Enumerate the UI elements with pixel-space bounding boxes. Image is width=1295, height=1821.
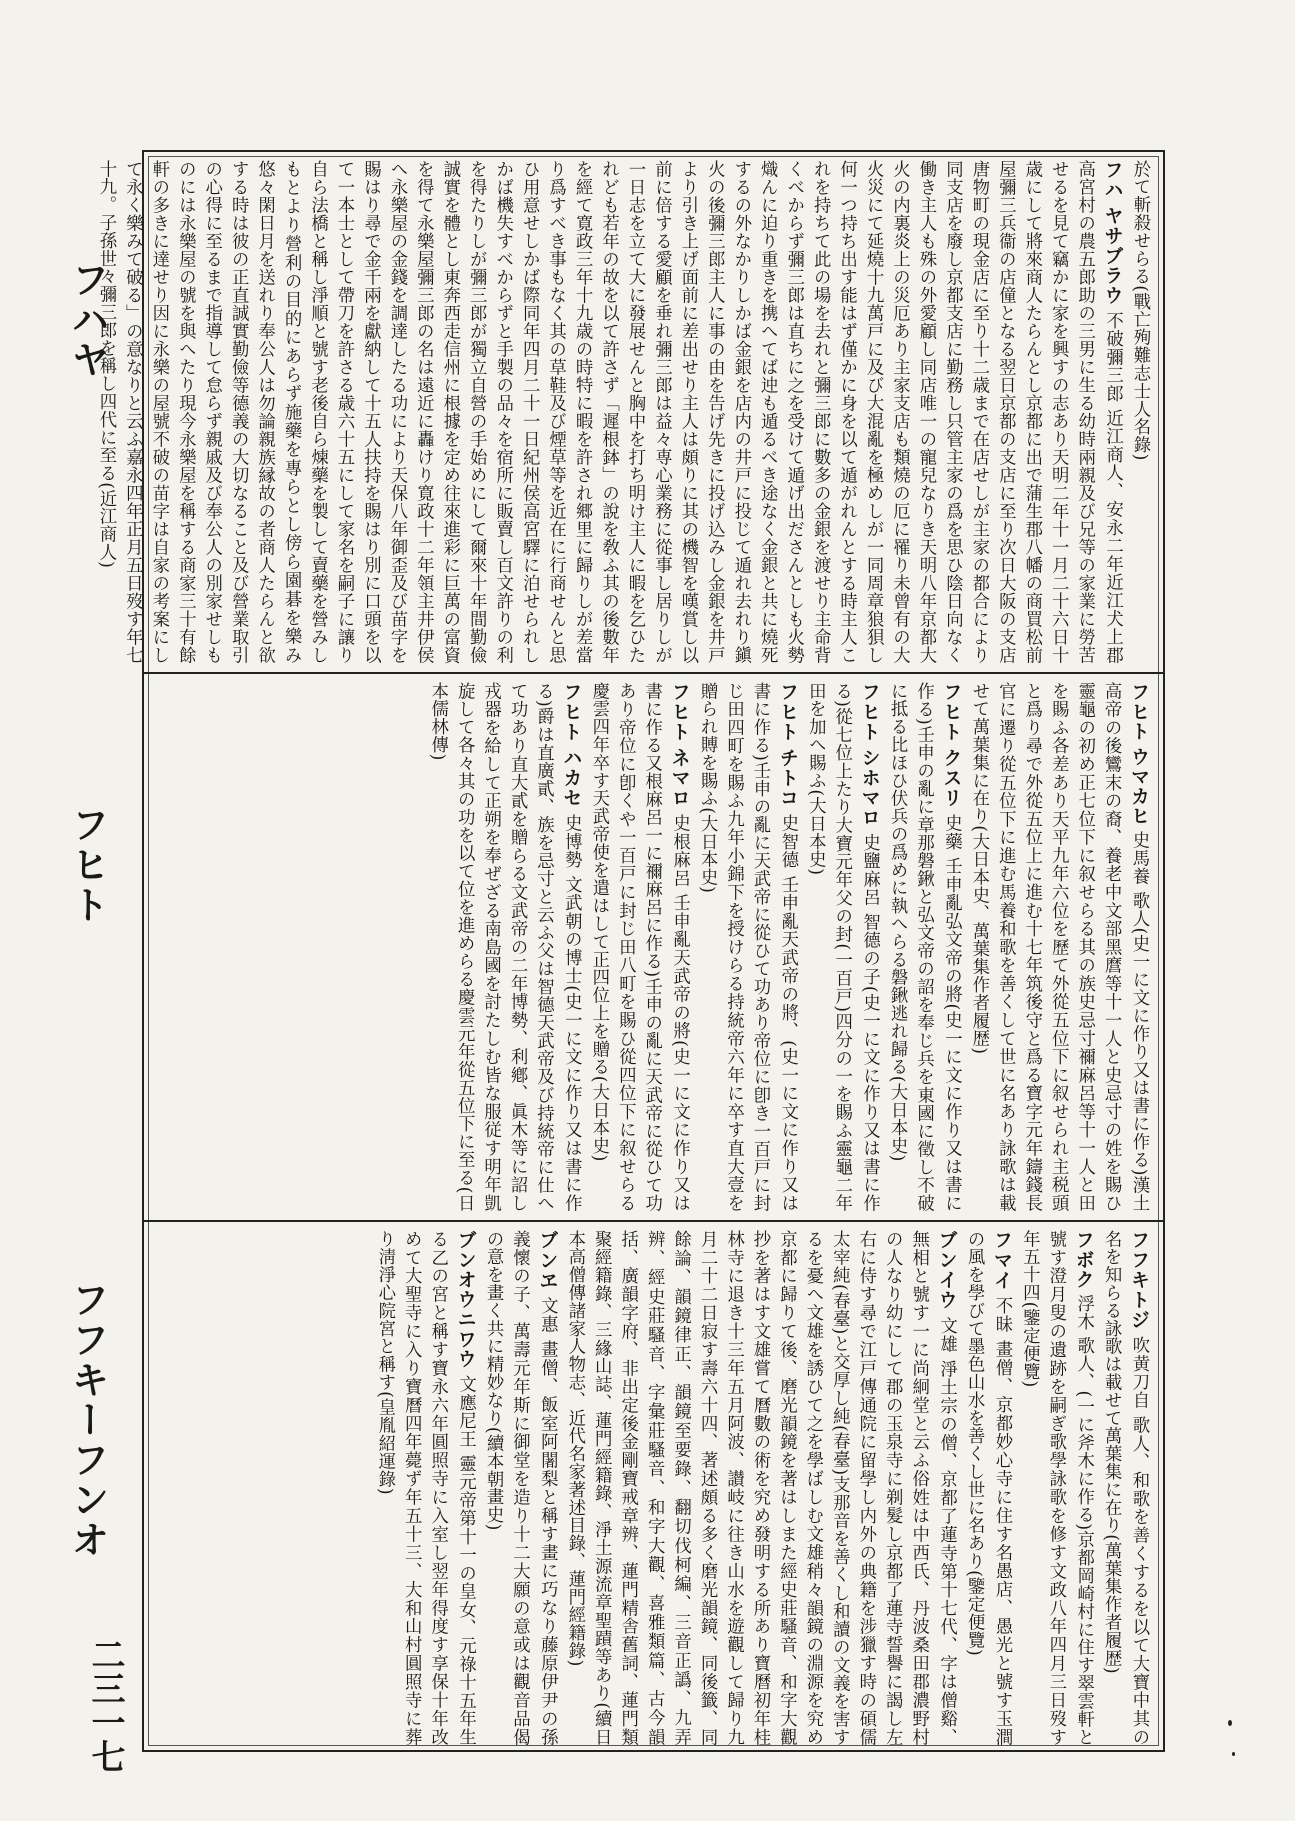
entry-body: 淨土宗の僧、京都了蓮寺第十七代、字は僧谿、無相と號す一に尚絅堂と云ふ俗姓は中西氏、丹波桑田郡濃野村の人なり幼にして郡の玉泉寺に剃髮し京都了蓮寺誓譽に謁し左右に侍す尋で江戸傳通院に留學し内外の典籍を涉獵す時の碩儒太宰純(春臺)と交厚し純(春臺)支那音を善くし和讀の文義を害するを憂へ文雄を誘ひて之を學ばしむ文雄稍々韻鏡の淵源を究め京都に歸りて後、磨光韻鏡を著はしまた經史莊騷音、和字大觀抄を著はす文雄嘗て曆數の術を究め發明する所あり寶曆初年桂林寺に退き十三年五月阿波、讃岐に往き山水を遊觀して歸り九月二十二日寂す壽六十四、著述頗る多く磨光韻鏡、同後籤、同餘論、韻鏡律正、韻鏡至要錄、翻切伐柯編、三音正譌、九弄辨、經史莊騷音、字彙莊騷音、和字大觀、喜雅類篇、古今韻括、廣韻字府、非出定後金剛寶戒章辨、蓮門精舎舊詞、蓮門類聚經籍錄、三緣山誌、蓮門經籍錄、淨土源流章聖蹟等あり(續日本高僧傳諸家人物志、近代名家著述目錄、蓮門經籍錄) xyxy=(564,1230,957,1747)
entry-fuhito-umakahi xyxy=(965,682,1153,1212)
entry-body: 智德の子(史一に文に作り又は書に作る)從七位上たり大寶元年父の封(一百戸)四分の一を賜ふ靈龜二年田を加へ賜ふ(大日本史) xyxy=(805,682,880,1213)
entry-body: 近江商人、安永二年近江犬上郡高宮村の農五郎助の三男に生る幼時兩親及び兄等の家業に勞苦せるを見て竊かに家を興すの志あり天明二年十一月二十六日十歳にして將來商人たらんとし京都に出で蒲生郡八幡の商買松前屋彌三兵衞の店僮となる翌日京都の支店に至り次日大阪の支店唐物町の現金店に至り十二歳まで在店せしが主家の都合により同支店を廢し京都支店に勤務し只管主家の爲を思ひ陰日向なく働き主人も殊の外愛顧し同店唯一の寵兒なりき天明八年京都大火の内裏炎上の災厄あり主家支店も類燒の厄に罹り未曾有の大火災にて延燒十九萬戸に及び大混亂を極めしが一同周章狼狽し何一つ持ち出す能はず僅かに身を以て遁がれんとする時主人これを持ちて此の場を去れと彌三郎に數多の金銀を渡せり主命背くべからず彌三郎は直ちに之を受けて遁げ出ださんとしも火勢熾んに迫り重きを携へてば迚も遁るべき途なく金銀と共に燒死するの外なかりしかば金銀を店内の井戸に投じて遁れ去れり鎭火の後彌三郎主人に事の由を告げ先きに投げ込みし金銀を井戸より引き上げ面前に差出せり主人は頗りに其の機智を嘆賞し以前に倍する愛顧を垂れ彌三郎は益々専心業務に從事し居りしが一日志を立て大に發展せんと胸中を打ち明け主人に暇を乞ひたれども若年の故を以て許さず「遲根鉢」の說を敎ふ其の後數年を經て寛政三年十九歳の時特に暇を許され郷里に歸りしが差當り爲すべき事もなく其の草鞋及び煙草等を近在に行商せんと思ひ用意せしかば際同年四月二十一日紀州侯高宮驛に泊せられしかば機失すべからずと手製の品々を宿所に販賣し百文許りの利を得たりしが彌三郎が獨立自營の手始めにして爾來十年間勤儉誠實を體とし東奔西走信州に根據を定め往來進彩に巨萬の富資を得て永樂屋彌三郎の名は遠近に轟けり寛政十二年領主井伊侯へ永樂屋の金錢を調達したる功により天保八年御歪及び苗字を賜はり尋で金千兩を獻納して十五人扶持を賜はり別に口頭を以て一本士として帶刀を許さる歳六十五にして家名を嗣子に讓り自ら法橋と稱し淨順と號す老後自ら煉藥を製して賣藥を營みしもとより營利の目的にあらず施藥を專らとし傍ら園碁を樂み悠々閑日月を送れり奉公人は勿論親族縁故の者商人たらんと欲する時は彼の正直誠實勤儉等德義の大切なること及び營業取引の心得に至るまで指導して怠らず親戚及び奉公人の別家せしものには永樂屋の號を與へたり現今永樂屋を稱する商家三十有餘軒の多きに達せり因に永樂の屋號不破の苗字は自家の考案にして永く樂みて破る」の意なりと云ふ嘉永四年正月五日歿す年七十九。子孫世々彌三郎を稱し四代に至る(近江商人) xyxy=(95,160,1123,665)
band-top xyxy=(95,152,1163,674)
entry-fumai xyxy=(961,1230,1016,1746)
headword-reading: フボク xyxy=(1072,1230,1095,1289)
headword-kanji: 浮木 xyxy=(1073,1294,1094,1331)
headword-reading: フヒト xyxy=(858,682,881,742)
entry-fufukitoji xyxy=(1098,1230,1153,1746)
entries-fuhito xyxy=(154,682,1153,1212)
section-header-fuhito: フヒト xyxy=(65,805,109,925)
headword-name: ウマカヒ xyxy=(1128,746,1150,826)
headword-reading: フハ xyxy=(1101,160,1124,200)
headword-kanji: 史藥 xyxy=(941,814,962,851)
entry-bunou-niwau xyxy=(371,1230,479,1746)
headword-kanji: 史博勢 xyxy=(561,814,582,870)
entry-body: 歌人、(一に斧木に作る)京都岡崎村に住す翠雲軒と號す澄月叟の遺跡を嗣ぎ歌學詠歌を修す文政八年四月三日歿す年五十四(鑒定便覽) xyxy=(1019,1230,1094,1746)
headword-kanji: 文雄 xyxy=(936,1316,957,1354)
headword-reading: フマイ xyxy=(990,1230,1013,1291)
entry-fuhito-hakase xyxy=(424,682,585,1212)
entry-body: 畫僧、飯室阿闍梨と稱す畫に巧なり藤原伊尹の孫義懷の子、萬壽元年斯に御堂を造り十二大願の意或は觀音品偈の意を畫く共に精妙なり(續本朝畫史) xyxy=(483,1230,558,1746)
headword-name: チトコ xyxy=(776,748,799,808)
headword-reading: フヒト xyxy=(940,682,963,742)
entry-fuhito-chitoko xyxy=(694,682,802,1212)
page-number: 二三一七 xyxy=(85,1637,125,1773)
headword-kanji: 史根麻呂 xyxy=(669,814,690,888)
headword-kanji: 文惠 xyxy=(537,1296,558,1334)
headword-kanji: 不昧 xyxy=(991,1296,1012,1334)
entry-body: 壬申亂弘文帝の將(史一に文に作り又は書に作る)壬申の亂に章那磐鍬と弘文帝の詔を奉じ兵を東國に徵し不破に抵る比ほひ伏兵の爲めに執へらる磐鍬逃れ歸る(大日本史) xyxy=(887,682,962,1212)
headword-kanji: 吹黄刀自 xyxy=(1129,1336,1149,1410)
headword-reading: フヒト xyxy=(776,682,799,742)
headword-name: ネマロ xyxy=(668,748,691,808)
headword-kanji: 文應尼王 xyxy=(455,1375,476,1449)
band-middle xyxy=(144,674,1163,1222)
headword-reading: フヒト xyxy=(668,682,691,742)
headword-reading: フフキトジ xyxy=(1128,1230,1150,1330)
entries-fufuki-funo xyxy=(154,1230,1153,1746)
headword-kanji: 史鹽麻呂 xyxy=(859,833,880,907)
headword-name: ハカセ xyxy=(560,748,583,808)
entry-fuwa-yasaburou xyxy=(95,160,1153,665)
entry-body: 壬申亂天武帝の將(史一に文に作り又は書に作る又根麻呂一に禰麻呂に作る)壬申の亂に天武帝に從ひて功あり帝位に卽くや一百戸に封じ田八町を賜ひ從四位下に叙せらる慶雲四年卒す天武帝使を遣はして正四位上を贈る(大日本史) xyxy=(588,682,690,1212)
headword-kanji: 史馬養 xyxy=(1129,831,1149,886)
headword-reading: ブンイウ xyxy=(935,1230,958,1311)
entry-fuhito-kusuri xyxy=(884,682,966,1212)
band-bottom xyxy=(144,1222,1163,1754)
headword-kanji: 史智德 xyxy=(777,814,798,870)
entry-bune xyxy=(480,1230,562,1746)
section-header-fuhaya: フハヤ xyxy=(65,260,109,380)
entry-fuhito-shihomaro xyxy=(802,682,884,1212)
headword-reading: ブンオウニワウ xyxy=(454,1230,477,1369)
headword-reading: フヒト xyxy=(1128,682,1150,741)
entry-body: 靈元帝第十一の皇女、元祿十五年生る乙の宮と稱す寶永六年圓照寺に入室し翌年得度す享保十年改めて大聖寺に入り寶曆四年薨ず年五十三、大和山村圓照寺に葬り淸淨心院宮と稱す(皇胤紹運錄) xyxy=(374,1230,476,1747)
entry-body: 歌人、和歌を善くするを以て大寶中其の名を知らる詠歌は載せて萬葉集に在り(萬葉集作者履歴) xyxy=(1101,1230,1149,1747)
section-header-fufuki-funo: フフキーフンオ xyxy=(65,1280,109,1560)
entry-body: 壬申亂天武帝の將、(史一に文に作り又は書に作る)壬申の亂に天武帝に從ひて功あり帝位に卽き一百戸に封じ田四町を賜ふ九年小錦下を授けらる持統帝六年に卒す直大壹を贈られ賻を賜ふ(大日本史) xyxy=(697,682,798,1212)
entry-bunyuu xyxy=(561,1230,960,1746)
prev-entry-tail: 於て斬殺せらる(戰亡殉難志士人名錄) xyxy=(1130,160,1150,461)
headword-kanji: 不破彌三郎 xyxy=(1102,311,1123,403)
entry-heading xyxy=(92,160,1126,664)
entry-body: 畫僧、京都妙心寺に住す名愚店、愚光と號す玉澗の風を學びて墨色山水を善くし世に名あり(鑒定便覽) xyxy=(964,1230,1012,1746)
headword-name: シホマロ xyxy=(858,747,881,828)
headword-name: クスリ xyxy=(940,748,963,808)
entry-fuhito-nemaro xyxy=(585,682,693,1212)
headword-reading: フヒト xyxy=(560,682,583,742)
entry-fuboku xyxy=(1016,1230,1098,1746)
headword-reading: ブンヱ xyxy=(536,1230,559,1291)
entry-body: 歌人(史一に文に作り又は書に作る)漢土高帝の後鸞末の裔、養老中文部黑麿等十一人と史忌寸の姓を賜ひ靈龜の初め正七位下に叙せらる其の族史忌寸禰麻呂等十一人と田を賜ふ各差あり天平九年六位を歷て外從五位下に叙せられ主税頭と爲り尋で外從五位上に進む十七年筑後守と爲る寶字元年鑄錢長官に遷り從五位下に進む馬養和歌を善くして世に名あり詠歌は載せて萬葉集に在り(大日本史、萬葉集作者履歴) xyxy=(968,682,1149,1213)
headword-name: ヤサブラウ xyxy=(1101,206,1124,306)
entry-body: 文武朝の博士(史一に文に作り又は書に作る)爵は直廣貳、族を忌寸と云ふ父は智德天武帝及び持統帝に仕へて功あり直大貳を贈らる文武帝の二年博勢、利鄕、眞木等に詔し戎器を給して正朔を奉ぜざる南島國を討たしむ皆な服従す明年凱旋して各々其の功を以て位を進めらる慶雲元年從五位下に至る(日本儒林傳) xyxy=(427,682,582,1212)
